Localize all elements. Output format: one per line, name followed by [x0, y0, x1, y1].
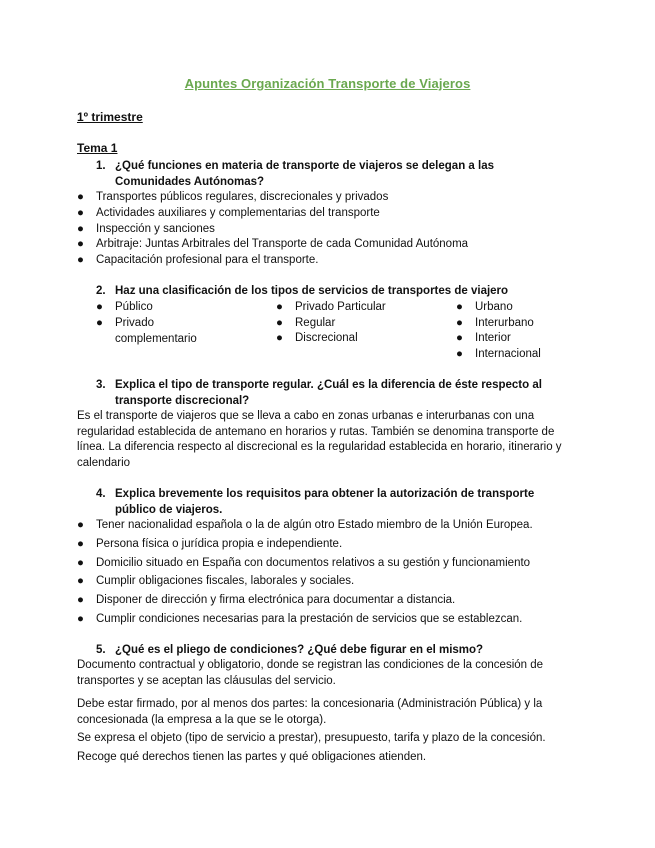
list-item: ● Regular [276, 316, 436, 332]
question-2 [96, 284, 546, 300]
question-text: Explica brevemente los requisitos para obtener la autorización de transporte público de viajeros. [115, 488, 535, 516]
question-number: 1. [96, 160, 106, 172]
list-item: ● Cumplir condiciones necesarias para la prestación de servicios que se establezcan. [77, 612, 522, 628]
list-item: ● Arbitraje: Juntas Arbitrales del Transporte de cada Comunidad Autónoma [77, 237, 468, 253]
question-number: 2. [96, 285, 106, 297]
question-text: ¿Qué es el pliego de condiciones? ¿Qué debe figurar en el mismo? [115, 644, 484, 656]
list-item: ● Actividades auxiliares y complementarias del transporte [77, 206, 380, 222]
question-text: ¿Qué funciones en materia de transporte de viajeros se delegan a las Comunidades Autónomas? [115, 160, 494, 188]
answer-paragraph: Documento contractual y obligatorio, donde se registran las condiciones de la concesión de transportes y se aceptan las cláusulas del servicio. [77, 659, 544, 687]
bullet-icon: ● [77, 191, 84, 203]
question-5 [96, 643, 546, 659]
list-item: ● Interior [456, 331, 616, 347]
bullet-icon: ● [456, 332, 463, 344]
question-4 [96, 487, 546, 518]
list-item: ● Inspección y sanciones [77, 222, 215, 238]
question-number: 5. [96, 644, 106, 656]
list-item: ● Capacitación profesional para el transporte. [77, 253, 318, 269]
list-item: ● Privado Particular [276, 300, 436, 316]
list-item: ● Privado complementario [96, 317, 197, 345]
bullet-icon: ● [77, 254, 84, 266]
term-heading: 1º trimestre [77, 110, 143, 124]
question-number: 3. [96, 379, 106, 391]
question-3 [96, 378, 546, 409]
list-item: ● Urbano [456, 300, 616, 316]
list-item: ● Interurbano [456, 316, 616, 332]
answer-paragraph: Recoge qué derechos tienen las partes y qué obligaciones atienden. [77, 751, 427, 763]
bullet-icon: ● [77, 223, 84, 235]
list-item: ● Transportes públicos regulares, discrecionales y privados [77, 190, 388, 206]
list-item: ● Público [96, 300, 256, 316]
list-item: ● Cumplir obligaciones fiscales, laborales y sociales. [77, 574, 354, 590]
question-text: Explica el tipo de transporte regular. ¿Cuál es la diferencia de éste respecto al transporte discrecional? [115, 379, 542, 407]
bullet-icon: ● [77, 594, 84, 606]
list-item: ● Persona física o jurídica propia e independiente. [77, 537, 342, 553]
bullet-icon: ● [276, 301, 283, 313]
bullet-icon: ● [276, 317, 283, 329]
question-1 [96, 159, 546, 190]
list-item: ● Discrecional [276, 331, 436, 347]
bullet-icon: ● [77, 557, 84, 569]
bullet-icon: ● [77, 519, 84, 531]
list-item: ● Domicilio situado en España con documentos relativos a su gestión y funcionamiento [77, 556, 530, 572]
list-item: ● Internacional [456, 347, 616, 363]
bullet-icon: ● [77, 207, 84, 219]
bullet-icon: ● [77, 238, 84, 250]
answer-paragraph: Debe estar firmado, por al menos dos partes: la concesionaria (Administración Pública) y la concesionada (la empresa a la que se le otorga). [77, 698, 543, 726]
bullet-icon: ● [276, 332, 283, 344]
document-title: Apuntes Organización Transporte de Viajeros [184, 76, 471, 91]
bullet-icon: ● [77, 613, 84, 625]
bullet-icon: ● [96, 301, 103, 313]
answer-paragraph: Es el transporte de viajeros que se lleva a cabo en zonas urbanas e interurbanas con una regularidad establecida de antemano en horarios y rutas. También se denomina transporte de línea. La diferencia respecto al discrecional es la regularidad establecida en horario, itinerario y calendario [77, 410, 562, 469]
bullet-icon: ● [456, 301, 463, 313]
bullet-icon: ● [456, 348, 463, 360]
topic-heading: Tema 1 [77, 141, 118, 155]
bullet-icon: ● [77, 575, 84, 587]
question-number: 4. [96, 488, 106, 500]
list-item: ● Tener nacionalidad española o la de algún otro Estado miembro de la Unión Europea. [77, 518, 533, 534]
list-item: ● Disponer de dirección y firma electrónica para documentar a distancia. [77, 593, 455, 609]
bullet-icon: ● [456, 317, 463, 329]
question-text: Haz una clasificación de los tipos de servicios de transportes de viajero [115, 285, 509, 297]
bullet-icon: ● [96, 317, 103, 329]
bullet-icon: ● [77, 538, 84, 550]
answer-paragraph: Se expresa el objeto (tipo de servicio a prestar), presupuesto, tarifa y plazo de la concesión. [77, 732, 546, 744]
